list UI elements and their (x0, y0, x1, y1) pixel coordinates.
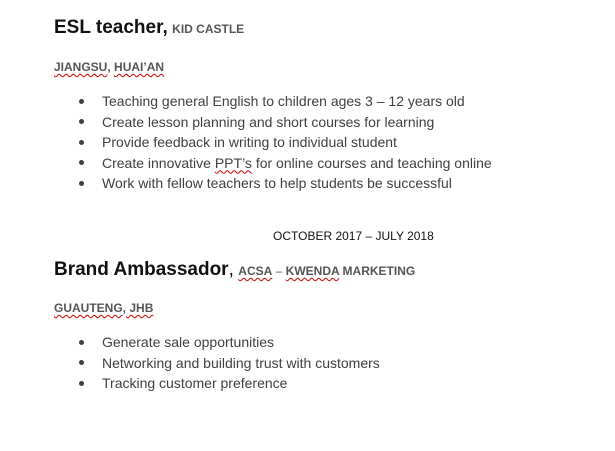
list-item (76, 332, 380, 353)
duty-text: Tracking customer preference (102, 375, 288, 391)
job-1-location (54, 60, 164, 74)
job-1-location-region: JIANGSU (54, 60, 108, 74)
bullet-icon (79, 140, 84, 145)
bullet-icon (79, 119, 84, 124)
list-item (76, 132, 492, 153)
duty-text: Generate sale opportunities (102, 334, 274, 350)
job-1-duties (76, 91, 492, 194)
job-2-company-dash: – (272, 264, 286, 278)
job-2-title-comma: , (228, 259, 234, 280)
job-2-location (54, 301, 153, 315)
duty-text: Create innovative (102, 154, 215, 171)
duty-text: Teaching general English to children ages 3 – 12 years old (102, 93, 465, 109)
job-1-title: ESL teacher (54, 17, 163, 38)
duty-text: Create lesson planning and short courses for learning (102, 113, 435, 130)
job-1-dates: OCTOBER 2017 – JULY 2018 (273, 229, 434, 243)
job-2-company-marketing: MARKETING (339, 264, 416, 278)
duty-text: Provide feedback in writing to individual student (102, 134, 397, 150)
job-2-heading (54, 259, 415, 281)
duty-text-ppts: PPT’s (214, 154, 252, 171)
job-1-location-comma: , (107, 60, 111, 74)
job-1-location-city: HUAI’AN (114, 60, 165, 74)
job-1-heading (54, 17, 244, 39)
bullet-icon (79, 99, 84, 104)
job-2-title: Brand Ambassador (54, 259, 229, 280)
list-item (76, 353, 380, 374)
job-1-company: KID CASTLE (172, 22, 245, 36)
list-item (76, 373, 380, 394)
bullet-icon (79, 160, 84, 165)
job-2-location-comma: , (122, 301, 127, 315)
list-item (76, 153, 492, 174)
list-item (76, 112, 492, 133)
job-2-location-region: GUAUTENG (54, 301, 123, 315)
job-2-company-acsa: ACSA (238, 264, 273, 278)
list-item (76, 173, 492, 194)
bullet-icon (79, 381, 84, 386)
duty-text: Networking and building trust with customers (102, 354, 380, 371)
job-2-duties (76, 332, 380, 394)
job-2-company-kwenda: KWENDA (285, 264, 340, 278)
duty-text: for online courses and teaching online (251, 154, 492, 171)
bullet-icon (79, 340, 84, 345)
job-2-location-city: JHB (126, 301, 154, 315)
bullet-icon (79, 181, 84, 186)
list-item (76, 91, 492, 112)
bullet-icon (79, 360, 84, 365)
job-1-title-comma: , (162, 17, 168, 38)
duty-text: Work with fellow teachers to help students be successful (102, 175, 452, 191)
